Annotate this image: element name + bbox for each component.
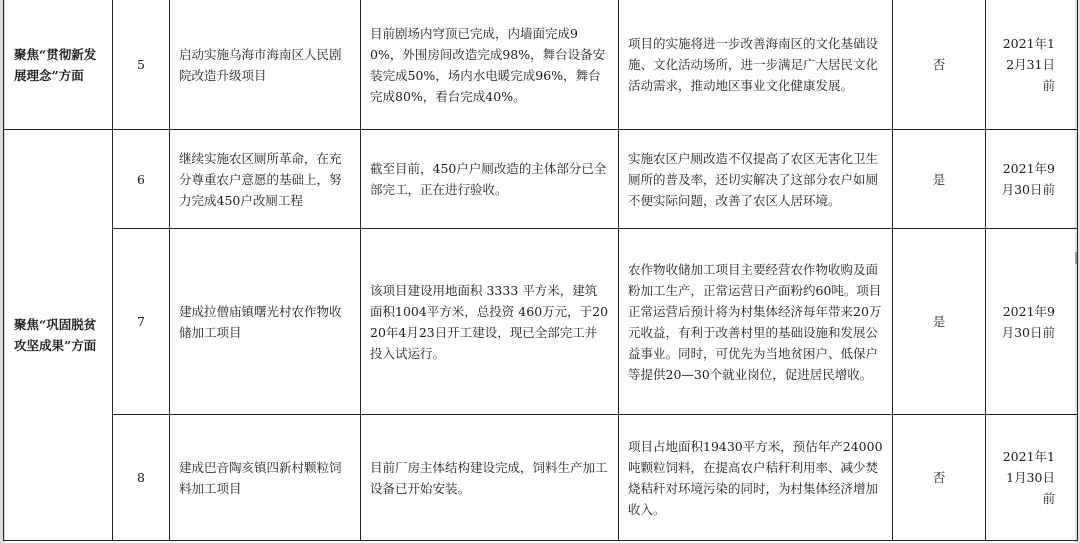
progress-text: 该项目建设用地面积 3333 平方米，建筑面积1004平方米，总投资 460万元，于2020年4月23日开工建设，现已全部完工并投入试运行。 <box>361 229 619 415</box>
table-row <box>4 229 1078 415</box>
table-row <box>4 415 1078 541</box>
effect-text: 项目占地面积19430平方米，预估年产24000吨颗粒饲料，在提高农户秸秆利用率、减少焚烧秸秆对环境污染的同时，为村集体经济增加收入。 <box>619 415 893 541</box>
project-name: 继续实施农区厕所革命，在充分尊重农户意愿的基础上，努力完成450户改厕工程 <box>170 130 361 229</box>
completion-status: 否 <box>893 0 986 130</box>
completion-status: 是 <box>893 229 986 415</box>
completion-status: 否 <box>893 415 986 541</box>
project-name: 启动实施乌海市海南区人民剧院改造升级项目 <box>170 0 361 130</box>
project-name: 建成拉僧庙镇曙光村农作物收储加工项目 <box>170 229 361 415</box>
progress-text: 目前厂房主体结构建设完成，饲料生产加工设备已开始安装。 <box>361 415 619 541</box>
row-number: 7 <box>113 229 170 415</box>
project-progress-table <box>3 0 1078 541</box>
deadline: 2021年9月30日前 <box>986 130 1078 229</box>
category-cell: 聚焦“贯彻新发展理念”方面 <box>4 0 113 130</box>
row-number: 8 <box>113 415 170 541</box>
table-row <box>4 0 1078 130</box>
completion-status: 是 <box>893 130 986 229</box>
progress-text: 截至目前，450户户厕改造的主体部分已全部完工，正在进行验收。 <box>361 130 619 229</box>
project-name: 建成巴音陶亥镇四新村颗粒饲料加工项目 <box>170 415 361 541</box>
deadline: 2021年9月30日前 <box>986 229 1078 415</box>
progress-text: 目前剧场内穹顶已完成，内墙面完成90%，外围房间改造完成98%，舞台设备安装完成50%，场内水电暖完成96%，舞台完成80%，看台完成40%。 <box>361 0 619 130</box>
effect-text: 农作物收储加工项目主要经营农作物收购及面粉加工生产，正常运营日产面粉约60吨。项目正常运营后预计将为村集体经济每年带来20万元收益，有利于改善村里的基础设施和发展公益事业。同时，可优先为当地贫困户、低保户等提供20—30个就业岗位，促进居民增收。 <box>619 229 893 415</box>
deadline: 2021年11月30日前 <box>986 415 1078 541</box>
row-number: 5 <box>113 0 170 130</box>
effect-text: 实施农区户厕改造不仅提高了农区无害化卫生厕所的普及率，还切实解决了这部分农户如厕不便实际问题，改善了农区人居环境。 <box>619 130 893 229</box>
effect-text: 项目的实施将进一步改善海南区的文化基础设施、文化活动场所，进一步满足广大居民文化活动需求，推动地区事业文化健康发展。 <box>619 0 893 130</box>
table-row <box>4 130 1078 229</box>
deadline: 2021年12月31日前 <box>986 0 1078 130</box>
category-cell: 聚焦“巩固脱贫攻坚成果”方面 <box>4 130 113 541</box>
row-number: 6 <box>113 130 170 229</box>
